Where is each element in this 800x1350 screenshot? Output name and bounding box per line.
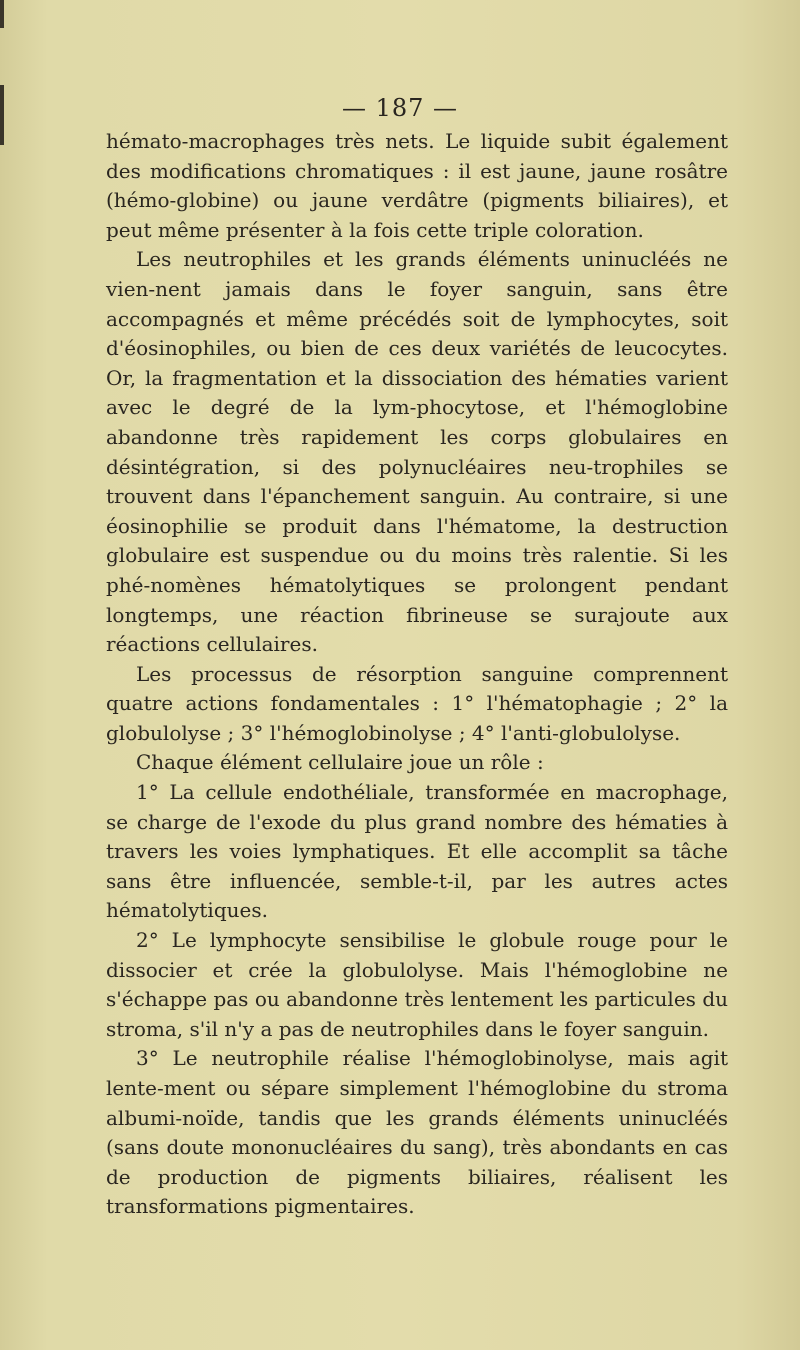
page-edge-mark (0, 0, 4, 28)
paragraph: 1° La cellule endothéliale, transformée en macrophage, se charge de l'exode du plus grand nombre des hématies à travers les voies lymphatiques. Et elle accomplit sa tâche sans être influencée, semble-t-il, par les autres actes hématolytiques. (106, 780, 728, 923)
paragraph: hémato-macrophages très nets. Le liquide subit également des modifications chromatiques : il est jaune, jaune rosâtre (hémo-globine) ou jaune verdâtre (pigments biliaires), et peut même présenter à la fois cette triple coloration. (106, 129, 728, 242)
page-number: — 187 — (341, 94, 459, 122)
paragraph: 2° Le lymphocyte sensibilise le globule rouge pour le dissocier et crée la globulolyse. Mais l'hémoglobine ne s'échappe pas ou abandonne très lentement les particules du stroma, s'il n'y a pas de neutrophiles dans le foyer sanguin. (106, 928, 728, 1041)
paragraph: 3° Le neutrophile réalise l'hémoglobinolyse, mais agit lente-ment ou sépare simplement l'hémoglobine du stroma albumi-noïde, tandis que les grands éléments uninucléés (sans doute mononucléaires du sang), très abondants en cas de production de pigments biliaires, réalisent les transformations pigmentaires. (106, 1046, 728, 1219)
page-body (106, 127, 728, 1222)
paragraph: Les neutrophiles et les grands éléments uninucléés ne vien-nent jamais dans le foyer sanguin, sans être accompagnés et même précédés soit de lymphocytes, soit d'éosinophiles, ou bien de ces deux variétés de leucocytes. Or, la fragmentation et la dissociation des hématies varient avec le degré de la lym-phocytose, et l'hémoglobine abandonne très rapidement les corps globulaires en désintégration, si des polynucléaires neu-trophiles se trouvent dans l'épanchement sanguin. Au contraire, si une éosinophilie se produit dans l'hématome, la destruction globulaire est suspendue ou du moins très ralentie. Si les phé-nomènes hématolytiques se prolongent pendant longtemps, une réaction fibrineuse se surajoute aux réactions cellulaires. (106, 247, 728, 657)
paragraph: Les processus de résorption sanguine comprennent quatre actions fondamentales : 1° l'hématophagie ; 2° la globulolyse ; 3° l'hémoglobinolyse ; 4° l'anti-globulolyse. (106, 661, 728, 745)
paragraph: Chaque élément cellulaire joue un rôle : (136, 750, 544, 775)
